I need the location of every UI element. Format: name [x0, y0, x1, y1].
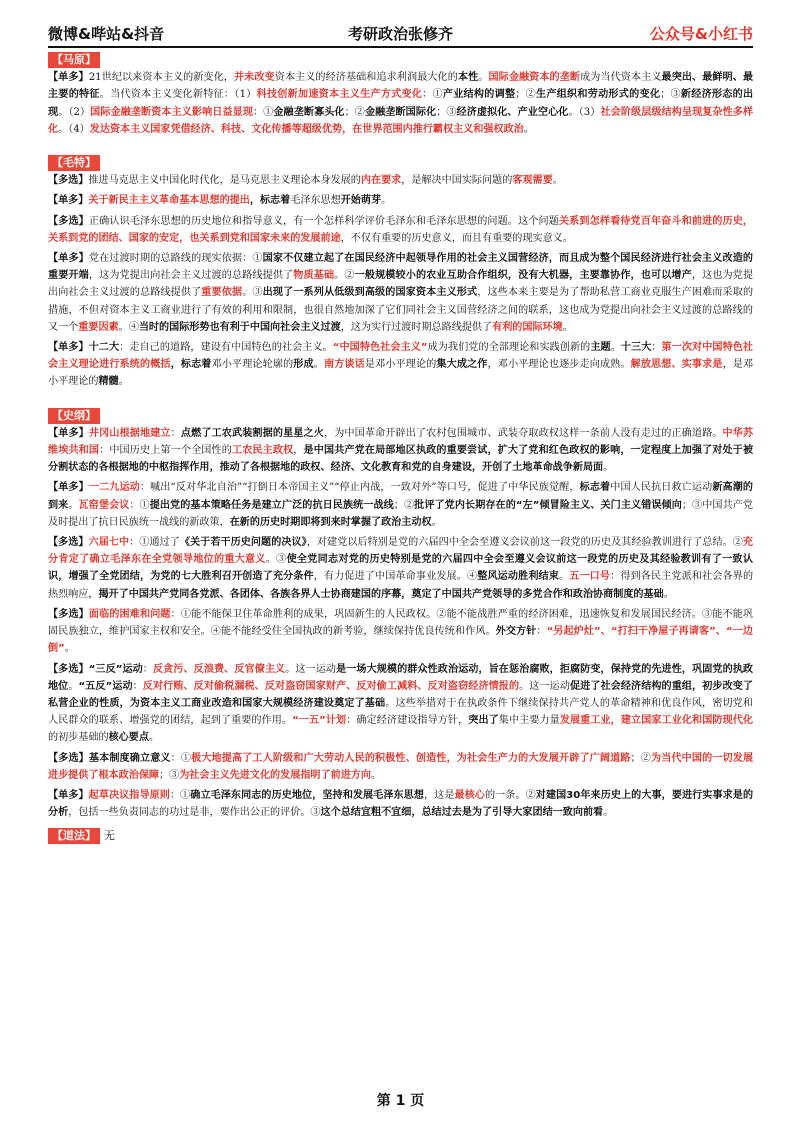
- emphasis-text: 是一场大规模的群众性政治运动，旨在惩治腐败，拒腐防变，保持党的先进性，巩固党的执政地位: [48, 663, 754, 692]
- body-text: ：中国历史上第一个全国性的: [99, 445, 232, 457]
- body-text: ，是解决中国实际问题的: [401, 175, 513, 187]
- body-text: ，是邓小平理论的: [48, 359, 754, 388]
- body-text: 资本主义的经济基础和追求利润最大化的: [274, 72, 458, 84]
- key-point-text: 六届七中: [88, 537, 130, 549]
- emphasis-text: 揭开了中国共产党同各党派、各团体、各族各界人士协商建国的序幕，奠定了中国共产党领导的多党合作和政治协商制度的基础: [98, 588, 664, 600]
- body-text: ：①: [170, 752, 192, 764]
- body-text: 。③: [265, 554, 287, 566]
- emphasis-text: 开始萌芽: [340, 195, 382, 207]
- body-text: ：: [170, 427, 181, 439]
- body-text: 。这一运动: [519, 680, 570, 692]
- body-text: ：: [142, 663, 153, 675]
- body-text: 。: [552, 175, 563, 187]
- body-text: 。: [118, 376, 129, 388]
- section-gap: [48, 394, 753, 406]
- key-point-text: 充分肯定了确立毛泽东在全党领导地位的重大意义: [48, 537, 754, 566]
- question-paragraph: [48, 479, 753, 531]
- body-text: 。: [603, 462, 614, 474]
- key-point-text: 国际金融资本的垄断: [488, 72, 581, 84]
- key-point-text: 重要因素: [78, 321, 119, 333]
- body-text: ：喊出“反对华北自治”“打倒日本帝国主义”“停止内战，一致对外”等口号，促进了中华民族觉醒，: [139, 482, 580, 494]
- section-text: 无: [104, 829, 115, 843]
- body-text: 。: [64, 643, 75, 655]
- emphasis-text: 【多选】: [48, 175, 89, 187]
- body-text: 。: [431, 516, 442, 528]
- body-text: 。: [68, 499, 79, 511]
- emphasis-text: 金融垄断寡头化: [273, 106, 345, 118]
- key-point-text: 为当代中国的一切发展进步提供了根本政治保障: [48, 752, 754, 781]
- header-left: 微博&哔站&抖音: [48, 25, 165, 43]
- key-point-text: 国际金融垄断资本主义影响日益显现: [90, 106, 253, 118]
- key-point-text: 最核心: [454, 789, 485, 801]
- emphasis-text: 当时的国际形势也有利于中国向社会主义过渡: [138, 321, 341, 333]
- body-text: 。: [478, 72, 489, 84]
- key-point-text: 发达资本主义国家凭借经济、科技、文化传播等超级优势，在世界范围内推行霸权主义和强权政治: [89, 123, 524, 135]
- section-title: 【史纲】: [48, 408, 100, 424]
- emphasis-text: 产业结构的调整: [442, 89, 516, 101]
- body-text: ：①: [253, 106, 274, 118]
- page-number: 第 1 页: [376, 1093, 425, 1109]
- key-point-text: “一五”计划: [292, 715, 347, 727]
- question-paragraph: [48, 661, 753, 747]
- body-text: ：①: [169, 789, 191, 801]
- body-text: ，不仅有重要的历史意义，而且有重要的现实意义。: [340, 232, 573, 244]
- key-point-text: 反对行贿、反对偷税漏税、反对盗窃国家财产、反对偷工减料、反对盗窃经济情报的: [142, 680, 520, 692]
- question-paragraph: [48, 192, 753, 209]
- key-point-text: 科技创新加速资本主义生产方式变化: [256, 89, 423, 101]
- body-text: ，这为实行过渡时期总路线提供了: [340, 321, 493, 333]
- section-title: 【马原】: [48, 52, 100, 68]
- body-text: 。: [68, 680, 79, 692]
- section: [48, 153, 753, 391]
- body-text: 成为当代资本主义: [580, 72, 662, 84]
- key-point-text: 关系到怎样看待党百年奋斗和前进的历史，关系到党的团结、国家的安定，也关系到党和国家未来的发展前途: [48, 215, 754, 244]
- emphasis-text: 提出党的基本策略任务是建立广泛的抗日民族统一战线: [149, 499, 394, 511]
- body-text: 党在过渡时期的总路线的现实依据：①: [88, 253, 263, 265]
- emphasis-text: 一般规模较小的农业互助合作组织，没有大机器，主要靠协作，也可以增产: [354, 270, 692, 282]
- body-text: ，有力促进了中国革命事业发展。④: [313, 571, 478, 583]
- emphasis-text: 【单多】: [48, 195, 89, 207]
- body-text: ：①能不能保卫住革命胜利的成果，巩固新生的人民政权。②能不能战胜严重的经济困难，迅速恢复和发展国民经济。③能不能巩固民族独立，维护国家主权和安全。④能不能经受住全国执政的新考验，继续保持优良传统和作风。: [48, 608, 754, 638]
- emphasis-text: 对建国30年来历史上的大事，要进行实事求是的分析: [48, 789, 754, 819]
- emphasis-text: 十二大: [88, 342, 120, 354]
- emphasis-text: 十三大: [620, 342, 652, 354]
- key-point-text: 内在要求: [360, 175, 402, 187]
- key-point-text: 物质基础: [293, 270, 335, 282]
- body-text: 。: [603, 807, 614, 819]
- body-text: 正确认识毛泽东思想的历史地位和指导意义，有一个怎样科学评价毛泽东和毛泽东思想的问题。这个问题: [88, 215, 559, 227]
- body-text: 。: [562, 321, 573, 333]
- key-point-text: 瓦窑堡会议: [78, 499, 130, 511]
- emphasis-text: 核心要点: [108, 732, 149, 744]
- body-text: 。: [558, 571, 570, 583]
- emphasis-text: 在新的历史时期即将到来时掌握了政治主动权: [229, 516, 432, 528]
- body-text: 的初步基础的: [48, 732, 109, 744]
- body-text: ，: [293, 445, 304, 457]
- emphasis-text: 新经济形态的出现: [48, 89, 754, 118]
- question-paragraph: [48, 339, 753, 391]
- key-point-text: “另起炉灶”、“打扫干净屋子再请客”、“一边倒”: [48, 626, 754, 655]
- body-text: ，对建党以后特别是党的六届四中全会至遵义会议前这一段党的历史及其经验教训进行了总结。②: [306, 537, 743, 549]
- key-point-text: 第一次对中国特色社会主义理论进行系统的概括: [48, 342, 754, 371]
- document-body: [48, 50, 753, 821]
- body-text: 。当代资本主义变化新特征：（1）: [99, 89, 257, 101]
- question-paragraph: [48, 787, 753, 821]
- key-point-text: 为社会主义先进文化的发展指明了前进方向: [179, 769, 371, 781]
- body-text: ，这些本来主要是为了帮助私营工商业克服生产困难而采取的措施，不但对资本主义工商业进行了有效的利用和限制，也很自然地加深了它们同社会主义国营经济之间的联系，这也成为党提出向社会主义过渡的总路线的又一个: [48, 287, 754, 333]
- key-point-text: 起草决议指导原则: [88, 789, 170, 801]
- emphasis-text: 使全党同志对党的历史特别是党的六届四中全会至遵义会议前这一段党的历史及其经验教训有了一致认识，增强了全党团结，为党的七大胜利召开创造了充分条件: [48, 554, 754, 583]
- page-header: [48, 20, 753, 48]
- body-text: 。: [381, 195, 392, 207]
- emphasis-text: 新高潮的到来: [48, 482, 754, 511]
- emphasis-text: 外交方针: [495, 626, 537, 638]
- body-text: ：①: [129, 499, 150, 511]
- body-text: ；③: [436, 106, 457, 118]
- body-text: ；③中国共产党及时提出了抗日民族统一战线的新政策，: [48, 499, 753, 528]
- body-text: 。: [663, 588, 674, 600]
- emphasis-text: 金融垄断国际化: [364, 106, 437, 118]
- question-paragraph: [48, 750, 753, 784]
- body-text: 。（3）: [568, 106, 601, 118]
- body-text: 的一条。②: [484, 789, 536, 801]
- emphasis-text: 【多选】: [48, 608, 89, 620]
- body-text: 。: [371, 769, 382, 781]
- emphasis-text: ，标志着: [170, 359, 212, 371]
- body-text: ；③: [159, 769, 180, 781]
- body-text: ；②: [393, 499, 415, 511]
- question-paragraph: [48, 534, 753, 603]
- key-point-text: “中国特色社会主义”: [332, 342, 428, 354]
- body-text: ，这也为党提出向社会主义过渡的总路线提供了: [48, 270, 754, 299]
- emphasis-text: 最突出、最鲜明、最主要的特征: [48, 72, 754, 101]
- emphasis-text: 批评了党内长期存在的“左”倾冒险主义、关门主义错误倾向: [414, 499, 682, 511]
- emphasis-text: ，标志着: [249, 195, 291, 207]
- key-point-text: 极大地提高了工人阶级和广大劳动人民的积极性、创造性，为社会生产力的大发展开辟了广阔道路: [191, 752, 631, 764]
- body-text: 。（4）: [58, 123, 90, 135]
- emphasis-text: 点燃了工农武装割据的星星之火: [180, 427, 324, 439]
- section-gap: [48, 141, 753, 153]
- emphasis-text: “三反”运动: [88, 663, 143, 675]
- body-text: ：: [651, 342, 662, 354]
- emphasis-text: 【单多】: [48, 789, 89, 801]
- question-paragraph: [48, 213, 753, 247]
- key-point-text: 五一口号: [569, 571, 611, 583]
- question-paragraph: [48, 69, 753, 138]
- body-text: ：走自己的道路，建设有中国特色的社会主义。: [119, 342, 333, 354]
- emphasis-text: 精髓: [98, 376, 119, 388]
- section-daofa: [48, 824, 753, 845]
- emphasis-text: 本性: [457, 72, 479, 84]
- body-text: 毛泽东思想: [290, 195, 341, 207]
- emphasis-text: 集大成之作: [436, 359, 488, 371]
- body-text: 邓小平理论轮廓的: [211, 359, 294, 371]
- body-text: ：①通过了: [129, 537, 180, 549]
- emphasis-text: 整风运动胜利结束: [477, 571, 559, 583]
- key-point-text: 客观需要: [512, 175, 553, 187]
- emphasis-text: 基本制度确立意义: [88, 752, 171, 764]
- key-point-text: 有利的国际环境: [492, 321, 563, 333]
- body-text: ，邓小平理论也逐步走向成熟。: [487, 359, 631, 371]
- emphasis-text: 【单多】: [48, 482, 89, 494]
- body-text: ；②: [344, 106, 365, 118]
- body-text: ：①: [422, 89, 443, 101]
- body-text: 。②: [334, 270, 355, 282]
- question-paragraph: [48, 425, 753, 477]
- key-point-text: 解放思想、实事求是: [630, 359, 723, 371]
- body-text: 。: [523, 123, 534, 135]
- emphasis-text: 确立毛泽东同志的历史地位，坚持和发展毛泽东思想: [190, 789, 424, 801]
- body-text: ，这是: [424, 789, 455, 801]
- body-text: ：确定经济建设指导方针，: [346, 715, 469, 727]
- emphasis-text: 突出了: [468, 715, 499, 727]
- emphasis-text: 标志着: [579, 482, 611, 494]
- section-title: 【毛特】: [48, 155, 100, 171]
- key-point-text: 中华苏维埃共和国: [48, 427, 754, 457]
- body-text: 。: [313, 359, 324, 371]
- emphasis-text: 《关于若干历史问题的决议》: [179, 537, 307, 549]
- body-text: 21世纪以来资本主义的新变化，: [88, 72, 234, 84]
- emphasis-text: “五反”运动: [78, 680, 133, 692]
- key-point-text: 发展重工业，建立国家工业化和国防现代化: [559, 715, 754, 727]
- header-right: 公众号&小红书: [649, 25, 753, 43]
- body-text: ，这为党提出向社会主义过渡的总路线提供了: [88, 270, 294, 282]
- emphasis-text: 经济虚拟化、产业空心化: [456, 106, 569, 118]
- key-point-text: 井冈山根据地建立: [88, 427, 171, 439]
- emphasis-text: 【多选】: [48, 215, 89, 227]
- section: [48, 406, 753, 822]
- emphasis-text: 是中国共产党在局部地区执政的重要尝试，扩大了党和红色政权的影响，一定程度上加强了对处于被分割状态的各根据地的中枢指挥作用，推动了各根据地的政权、经济、文化教育和党的自身建设，开创了土地革命战争新局面: [48, 445, 754, 474]
- emphasis-text: 【单多】: [48, 427, 89, 439]
- body-text: 。④: [118, 321, 139, 333]
- body-text: 。: [148, 732, 160, 744]
- key-point-text: 社会阶级层级结构呈现复杂性多样化: [48, 106, 754, 135]
- body-text: ，为中国革命开辟出了农村包围城市、武装夺取政权这样一条前人没有走过的正确道路。: [323, 427, 723, 439]
- body-text: 成为我们党的全部理论和实践创新的: [427, 342, 591, 354]
- emphasis-text: 生产组织和劳动形式的变化: [536, 89, 661, 101]
- emphasis-text: 这个总结宜粗不宜细，总结过去是为了引导大家团结一致向前看: [320, 807, 604, 819]
- key-point-text: 重要依据: [201, 287, 243, 299]
- body-text: ：: [536, 626, 547, 638]
- body-text: ；②: [630, 752, 651, 764]
- key-point-text: 反贪污、反浪费、反官僚主义: [152, 663, 286, 675]
- question-paragraph: [48, 606, 753, 658]
- question-paragraph: [48, 250, 753, 336]
- body-text: ；②: [515, 89, 536, 101]
- section-title: 【道法】: [48, 828, 100, 844]
- key-point-text: 关于新民主主义革命基本思想的提出: [88, 195, 250, 207]
- emphasis-text: 【单多】: [48, 253, 89, 265]
- body-text: 。③: [242, 287, 263, 299]
- emphasis-text: 【单多】: [48, 72, 89, 84]
- question-paragraph: [48, 172, 753, 189]
- emphasis-text: 【多选】: [48, 537, 89, 549]
- section: [48, 50, 753, 138]
- body-text: 是邓小平理论的: [364, 359, 437, 371]
- key-point-text: 南方谈话: [323, 359, 365, 371]
- emphasis-text: 形成: [293, 359, 314, 371]
- key-point-text: 一二九运动: [88, 482, 140, 494]
- body-text: 。（2）: [58, 106, 91, 118]
- body-text: ：得到各民主党派和社会各界的热烈响应，: [48, 571, 754, 600]
- body-text: ，包括一些负责同志的功过是非，要作出公正的评价。③: [68, 807, 321, 819]
- key-point-text: 工农民主政权: [231, 445, 294, 457]
- header-center: 考研政治张修齐: [347, 25, 453, 43]
- document-page: [48, 20, 753, 1110]
- body-text: 。: [610, 342, 621, 354]
- body-text: 推进马克思主义中国化时代化，是马克思主义理论本身发展的: [88, 175, 361, 187]
- body-text: 。这些举措对于在执政条件下继续保持共产党人的革命精神和优良作风，密切党和人民群众的联系、增强党的团结，起到了重要的作用。: [48, 697, 753, 727]
- emphasis-text: 【多选】: [48, 752, 89, 764]
- emphasis-text: 国家不仅建立起了在国民经济中起领导作用的社会主义国营经济，而且成为整个国民经济进行社会主义改造的重要开端: [48, 253, 754, 282]
- emphasis-text: 【单多】: [48, 342, 89, 354]
- key-point-text: 面临的困难和问题: [88, 608, 171, 620]
- emphasis-text: 促进了社会经济结构的重组，初步改变了私营企业的性质，为资本主义工商业改造和国家大规模经济建设奠定了基础: [48, 680, 754, 709]
- body-text: 。这一运动: [285, 663, 337, 675]
- body-text: ；③: [660, 89, 681, 101]
- emphasis-text: 【多选】: [48, 663, 89, 675]
- body-text: 中国人民抗日救亡运动: [610, 482, 713, 494]
- body-text: ：: [132, 680, 143, 692]
- emphasis-text: 主题: [590, 342, 611, 354]
- body-text: 集中主要力量: [498, 715, 560, 727]
- key-point-text: 并未改变: [233, 72, 275, 84]
- emphasis-text: 出现了一系列从低级到高级的国家资本主义形式: [262, 287, 478, 299]
